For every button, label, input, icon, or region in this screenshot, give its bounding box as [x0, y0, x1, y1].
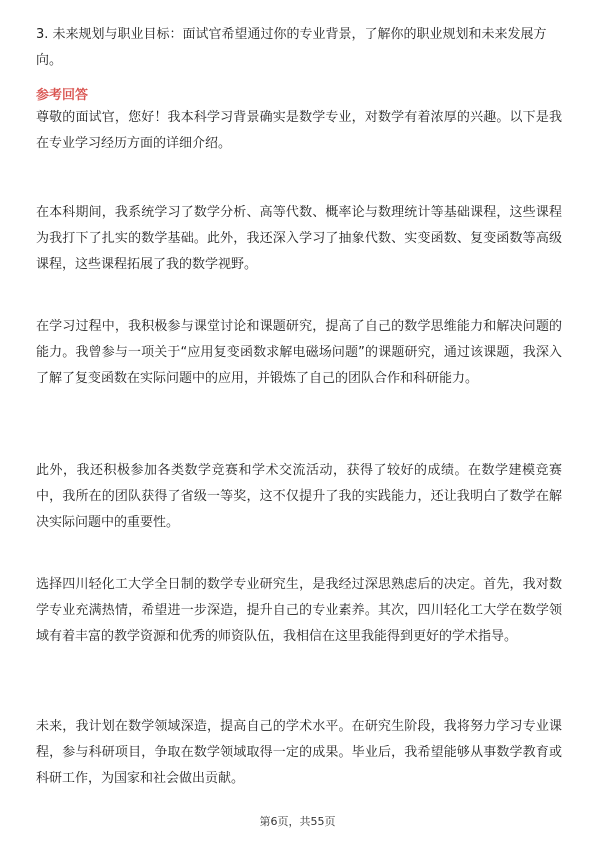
question-text: 3. 未来规划与职业目标：面试官希望通过你的专业背景，了解你的职业规划和未来发展方向。 [36, 27, 547, 68]
page-number: 第6页，共55页 [259, 815, 336, 828]
answer-paragraph-future: 未来，我计划在数学领域深造，提高自己的学术水平。在研究生阶段，我将努力学习专业课程，参与科研项目，争取在数学领域取得一定的成果。毕业后，我希望能够从事数学教育或科研工作，为国家和社会做出贡献。 [36, 719, 562, 786]
answer-paragraph-competitions: 此外，我还积极参加各类数学竞赛和学术交流活动，获得了较好的成绩。在数学建模竞赛中，我所在的团队获得了省级一等奖，这不仅提升了我的实践能力，还让我明白了数学在解决实际问题中的重要性。 [36, 463, 562, 530]
answer-paragraph-intro: 尊敬的面试官，您好！我本科学习背景确实是数学专业，对数学有着浓厚的兴趣。以下是我在专业学习经历方面的详细介绍。 [36, 110, 562, 151]
answer-paragraph-research: 在学习过程中，我积极参与课堂讨论和课题研究，提高了自己的数学思维能力和解决问题的能力。我曾参与一项关于“应用复变函数求解电磁场问题”的课题研究，通过该课题，我深入了解了复变函数在实际问题中的应用，并锻炼了自己的团队合作和科研能力。 [36, 319, 562, 386]
answer-paragraph-courses: 在本科期间，我系统学习了数学分析、高等代数、概率论与数理统计等基础课程，这些课程为我打下了扎实的数学基础。此外，我还深入学习了抽象代数、实变函数、复变函数等高级课程，这些课程拓展了我的数学视野。 [36, 205, 562, 272]
answer-label: 参考回答 [36, 88, 89, 103]
answer-paragraph-choice: 选择四川轻化工大学全日制的数学专业研究生，是我经过深思熟虑后的决定。首先，我对数学专业充满热情，希望进一步深造，提升自己的专业素养。其次，四川轻化工大学在数学领域有着丰富的教学资源和优秀的师资队伍，我相信在这里我能得到更好的学术指导。 [36, 577, 562, 644]
